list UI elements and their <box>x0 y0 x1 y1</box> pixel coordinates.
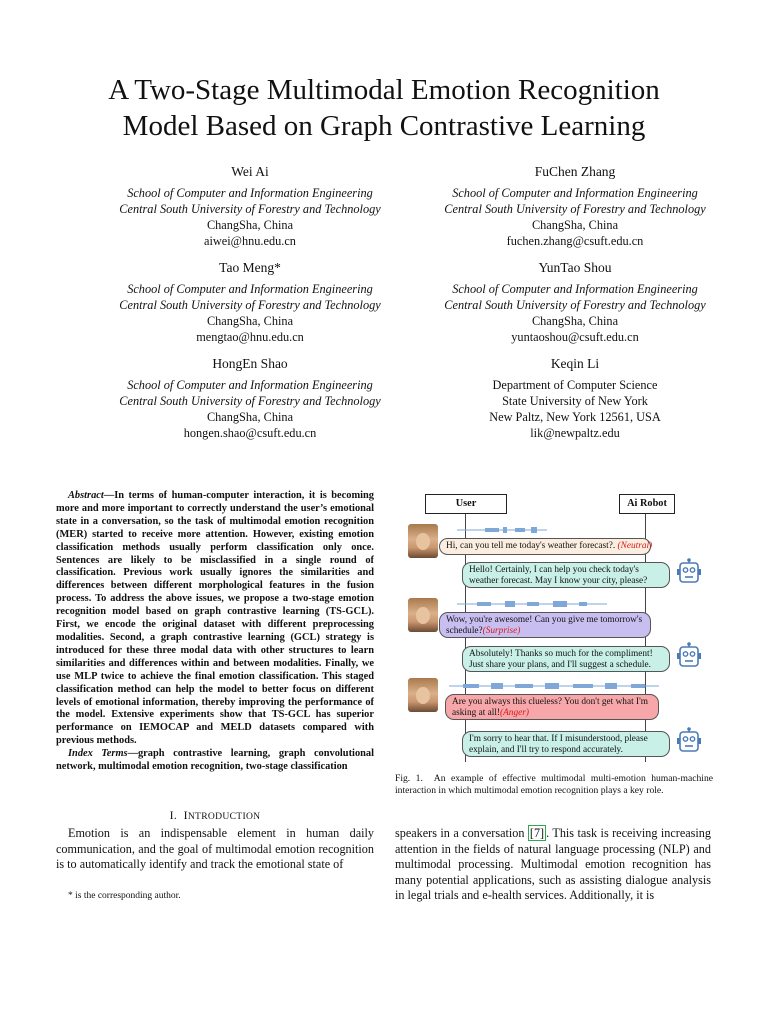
author-affiliation: School of Computer and Information Engineering <box>452 186 698 200</box>
author-block-4 <box>383 260 767 345</box>
author-name: HongEn Shao <box>212 356 288 371</box>
author-institution: Central South University of Forestry and Technology <box>119 394 381 408</box>
robot-icon <box>677 727 701 753</box>
author-email[interactable]: lik@newpaltz.edu <box>530 426 620 440</box>
emotion-label-neutral: (Neutral) <box>617 541 653 551</box>
user-header: User <box>425 494 507 514</box>
author-institution: Central South University of Forestry and Technology <box>119 202 381 216</box>
robot-icon <box>677 642 701 668</box>
abstract-paragraph <box>56 490 374 748</box>
author-institution: Central South University of Forestry and Technology <box>119 298 381 312</box>
caption-text: An example of effective multimodal multi-emotion human-machine interaction in which multimodal emotion recognition plays a key role. <box>395 773 713 797</box>
abstract-text: —In terms of human-computer interaction, it is becoming more and more important to correctly understand the user’s emotional state in a conversation, so the task of multimodal emotion recognition (MER) started to receive more attention. However, existing emotion classification methods usually perform classification only once. Sentences are likely to be misclassified in a single round of classification. Previous work usually ignores the similarities and differences between different morphological features in the fusion process. To address the above issues, we propose a two-stage emotion recognition model based on graph contrastive learning (TS-GCL). First, we encode the original dataset with different preprocessing modalities. Second, a graph contrastive learning (GCL) strategy is introduced for these three modal data with other structures to learn similarities and differences within and between modalities. Finally, we use MLP twice to achieve the final emotion classification. This staged classification method can help the model to better focus on different levels of emotional information, thereby improving the performance of the model. Extensive experiments show that TS-GCL has superior performance on IEMOCAP and MELD datasets compared with previous methods. <box>56 490 374 747</box>
author-location: New Paltz, New York 12561, USA <box>489 410 661 424</box>
author-name: YunTao Shou <box>538 260 612 275</box>
author-affiliation: School of Computer and Information Engineering <box>127 282 373 296</box>
robot-header: Ai Robot <box>619 494 675 514</box>
user-face-surprise-icon <box>408 598 438 632</box>
emotion-label-anger: (Anger) <box>500 708 529 718</box>
paper-title <box>0 72 768 144</box>
author-location: ChangSha, China <box>531 218 619 232</box>
index-terms-paragraph <box>56 748 374 774</box>
author-institution: Central South University of Forestry and Technology <box>444 202 706 216</box>
message-text: Absolutely! Thanks so much for the compliment! Just share your plans, and I'll suggest a schedule. <box>469 649 653 670</box>
intro-col2-pre: speakers in a conversation <box>395 826 528 840</box>
section-title-rest: NTRODUCTION <box>187 811 261 822</box>
message-robot-1 <box>462 562 670 588</box>
message-text: Hi, can you tell me today's weather forecast?. <box>446 541 618 551</box>
author-name: Tao Meng* <box>219 260 281 275</box>
message-user-2 <box>439 612 651 638</box>
author-block-2 <box>383 164 767 249</box>
message-robot-3 <box>462 731 670 757</box>
robot-icon <box>677 558 701 584</box>
section-heading <box>56 808 374 823</box>
message-text: Wow, you're awesome! Can you give me tomorrow's schedule? <box>446 615 643 636</box>
abstract <box>56 490 374 774</box>
author-email[interactable]: aiwei@hnu.edu.cn <box>204 234 296 248</box>
emotion-label-surprise: (Surprise) <box>482 626 521 636</box>
intro-paragraph-col1: Emotion is an indispensable element in human daily communication, and the goal of multimodal emotion recognition is to automatically identify and track the emotional state of <box>56 826 374 871</box>
figure-1 <box>405 494 713 764</box>
author-location: ChangSha, China <box>206 218 294 232</box>
audio-waveform <box>457 600 607 608</box>
author-institution: State University of New York <box>502 394 648 408</box>
author-email[interactable]: yuntaoshou@csuft.edu.cn <box>511 330 639 344</box>
citation-link[interactable]: [7] <box>529 826 545 840</box>
user-face-neutral-icon <box>408 524 438 558</box>
title-line-2: Model Based on Graph Contrastive Learning <box>122 110 646 142</box>
footnote: * is the corresponding author. <box>68 891 181 901</box>
author-affiliation: School of Computer and Information Engineering <box>127 378 373 392</box>
author-affiliation: Department of Computer Science <box>492 378 658 392</box>
abstract-label: Abstract <box>68 490 104 501</box>
author-email[interactable]: fuchen.zhang@csuft.edu.cn <box>506 234 644 248</box>
index-terms-text: —graph contrastive learning, graph convolutional network, multimodal emotion recognition, two-stage classification <box>56 748 374 773</box>
author-name: Keqin Li <box>550 356 600 371</box>
author-location: ChangSha, China <box>531 314 619 328</box>
author-name: FuChen Zhang <box>534 164 616 179</box>
author-name: Wei Ai <box>231 164 269 179</box>
section-title-initial: I <box>183 808 188 822</box>
audio-waveform <box>449 682 659 690</box>
title-line-1: A Two-Stage Multimodal Emotion Recognition <box>108 74 660 106</box>
section-number: I. <box>169 808 178 822</box>
caption-label: Fig. 1. <box>395 773 423 784</box>
message-text: I'm sorry to hear that. If I misunderstood, please explain, and I'll try to respond accurately. <box>469 734 648 755</box>
author-email[interactable]: mengtao@hnu.edu.cn <box>196 330 304 344</box>
intro-paragraph-col2 <box>395 826 711 904</box>
author-email[interactable]: hongen.shao@csuft.edu.cn <box>183 426 317 440</box>
author-location: ChangSha, China <box>206 314 294 328</box>
author-block-6 <box>383 356 767 441</box>
audio-waveform <box>457 526 547 534</box>
message-user-3 <box>445 694 659 720</box>
author-affiliation: School of Computer and Information Engineering <box>127 186 373 200</box>
author-location: ChangSha, China <box>206 410 294 424</box>
figure-caption <box>395 773 713 798</box>
message-user-1 <box>439 538 651 555</box>
message-text: Are you always this clueless? You don't get what I'm asking at all! <box>452 697 648 718</box>
author-institution: Central South University of Forestry and Technology <box>444 298 706 312</box>
user-face-anger-icon <box>408 678 438 712</box>
message-robot-2 <box>462 646 670 672</box>
intro-col2-post: . This task is receiving increasing attention in the fields of natural language processing (NLP) and multimodal processing. Multimodal emotion recognition has many potential applications, such as assisting dialogue analysis in legal trials and e-health services. Additionally, it is <box>395 826 711 902</box>
message-text: Hello! Certainly, I can help you check today's weather forecast. May I know your city, please? <box>469 565 648 586</box>
author-affiliation: School of Computer and Information Engineering <box>452 282 698 296</box>
index-terms-label: Index Terms <box>68 748 128 760</box>
